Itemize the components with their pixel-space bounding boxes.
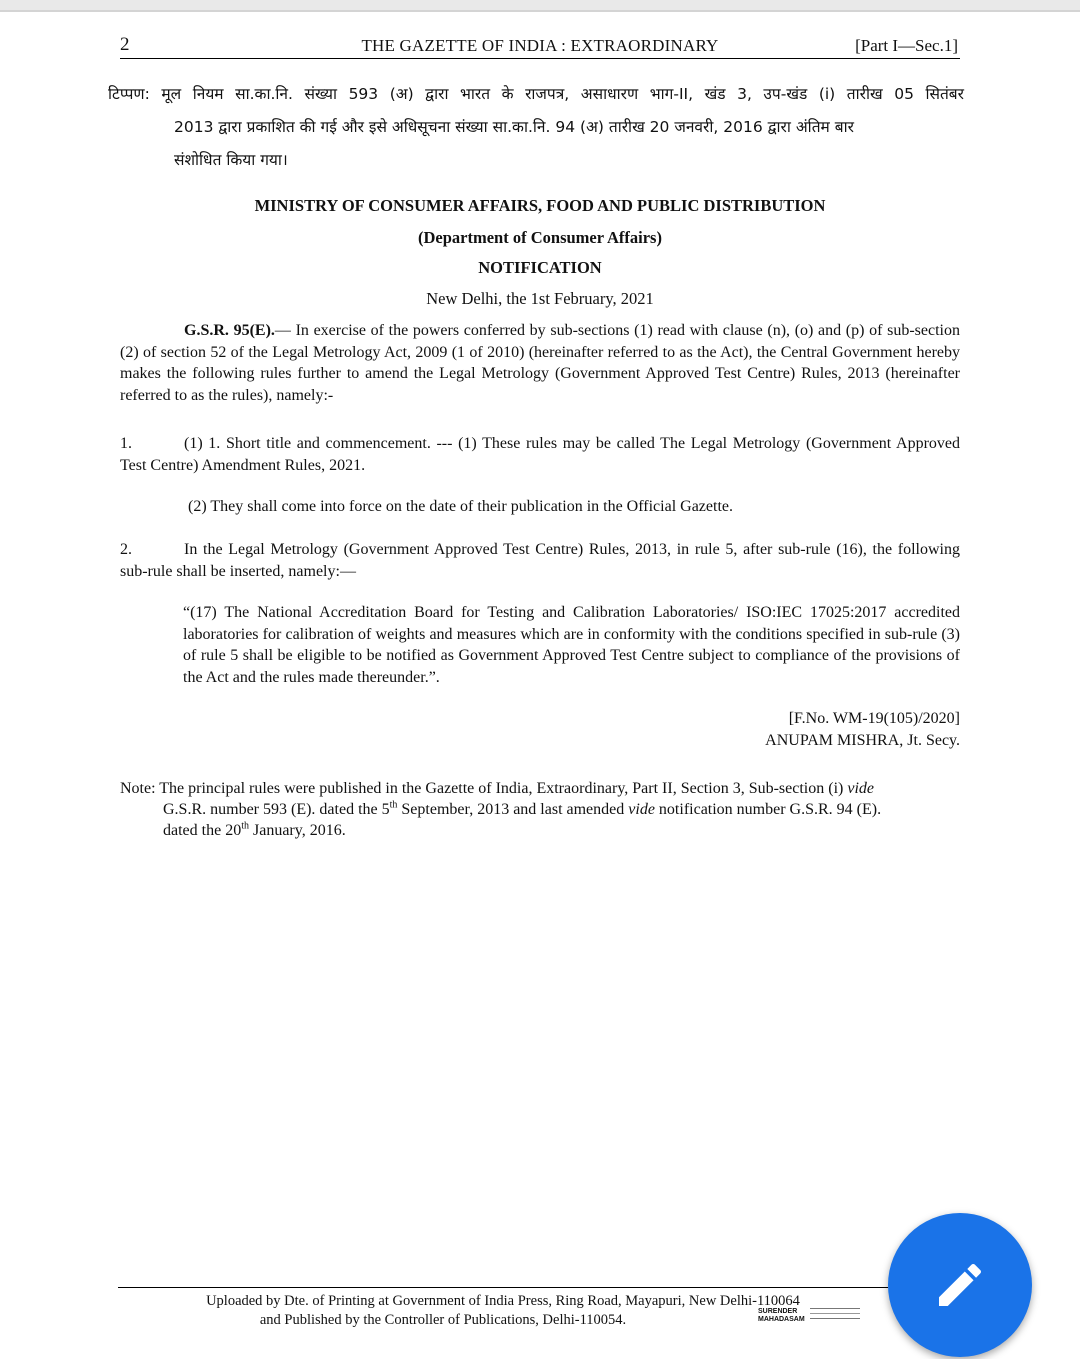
digital-signature xyxy=(758,1308,805,1324)
rule-2-number: 2. xyxy=(120,541,132,558)
signature-fine-print xyxy=(810,1308,860,1322)
footer-line1: Uploaded by Dte. of Printing at Government of India Press, Ring Road, Mayapuri, New Delhi-110064 xyxy=(206,1293,800,1309)
inserted-subrule-17: “(17) The National Accreditation Board for Testing and Calibration Laboratories/ ISO:IEC 17025:2017 accredited laboratories for calibration of weights and measures which are in conformity with the conditions specified in sub-rule (3) of rule 5 shall be eligible to be notified as Government Approved Test Centre subject to compliance of the provisions of the Act and the rules made thereunder.”. xyxy=(183,604,960,686)
note-text-5: dated the 20 xyxy=(163,822,242,839)
ministry-heading: MINISTRY OF CONSUMER AFFAIRS, FOOD AND PUBLIC DISTRIBUTION xyxy=(254,196,826,215)
gazette-header xyxy=(120,34,960,59)
gsr-text: — In exercise of the powers conferred by sub-sections (1) read with clause (n), (o) and (p) of sub-section (2) of section 52 of the Legal Metrology Act, 2009 (1 of 2010) (hereinafter referred to as the Act), the Central Government hereby makes the following rules further to amend the Legal Metrology (Government Approved Test Centre) Rules, 2013 (hereinafter referred to as the rules), namely:- xyxy=(120,322,961,404)
rule-2 xyxy=(120,539,960,582)
department-heading: (Department of Consumer Affairs) xyxy=(418,228,662,247)
note-sup-1: th xyxy=(389,799,398,811)
rule-2-text: In the Legal Metrology (Government Approved Test Centre) Rules, 2013, in rule 5, after sub-rule (16), the following sub-rule shall be inserted, namely:— xyxy=(120,541,960,580)
hindi-note-line2: 2013 द्वारा प्रकाशित की गई और इसे अधिसूचना संख्या सा.का.नि. 94 (अ) तारीख 20 जनवरी, 2016 द्वारा अंतिम बार xyxy=(174,118,854,136)
signatory: ANUPAM MISHRA, Jt. Secy. xyxy=(765,732,960,749)
note-text-2: G.S.R. number 593 (E). dated the 5 xyxy=(163,801,390,818)
signature-name-1: SURENDER xyxy=(758,1308,798,1315)
signature-block xyxy=(765,708,960,752)
edit-fab-button[interactable] xyxy=(888,1213,1032,1357)
hindi-note-line3: संशोधित किया गया। xyxy=(174,151,288,169)
note-text-6: January, 2016. xyxy=(252,822,346,839)
gazette-title: THE GAZETTE OF INDIA : EXTRAORDINARY xyxy=(361,36,719,55)
rule-1 xyxy=(120,433,960,476)
signature-name-2: MAHADASAM xyxy=(758,1316,805,1323)
hindi-note-line1: टिप्पण: मूल नियम सा.का.नि. संख्या 593 (अ) द्वारा भारत के राजपत्र, असाधारण भाग-II, खंड 3, उप-खंड (i) तारीख 05 सितंबर xyxy=(108,85,964,103)
note-text-4: notification number G.S.R. 94 (E). xyxy=(658,801,882,818)
gsr-number: G.S.R. 95(E). xyxy=(184,322,275,339)
rule-1-text: (1) 1. Short title and commencement. --- (1) These rules may be called The Legal Metrology (Government Approved Test Centre) Amendment Rules, 2021. xyxy=(120,435,960,474)
page-number: 2 xyxy=(120,34,130,55)
footer-line2: and Published by the Controller of Publications, Delhi-110054. xyxy=(259,1312,627,1328)
gsr-paragraph xyxy=(120,320,960,406)
pencil-edit-icon xyxy=(932,1257,988,1313)
note-label: Note: xyxy=(120,780,156,797)
note-vide-2: vide xyxy=(628,801,655,818)
footnote xyxy=(120,778,960,841)
note-sup-2: th xyxy=(241,820,249,832)
note-text-3: September, 2013 and last amended xyxy=(401,801,625,818)
hindi-note xyxy=(108,78,964,177)
gazette-part: [Part I—Sec.1] xyxy=(855,36,958,55)
file-number: [F.No. WM-19(105)/2020] xyxy=(788,710,960,727)
viewer-top-bar xyxy=(0,0,1080,12)
place-date: New Delhi, the 1st February, 2021 xyxy=(426,289,654,308)
note-vide-1: vide xyxy=(847,780,874,797)
note-text-1: The principal rules were published in the Gazette of India, Extraordinary, Part II, Section 3, Sub-section (i) xyxy=(159,780,844,797)
rule-1-number: 1. xyxy=(120,435,132,452)
notification-heading: NOTIFICATION xyxy=(478,258,602,277)
rule-1-subrule-2: (2) They shall come into force on the date of their publication in the Official Gazette. xyxy=(188,498,733,515)
